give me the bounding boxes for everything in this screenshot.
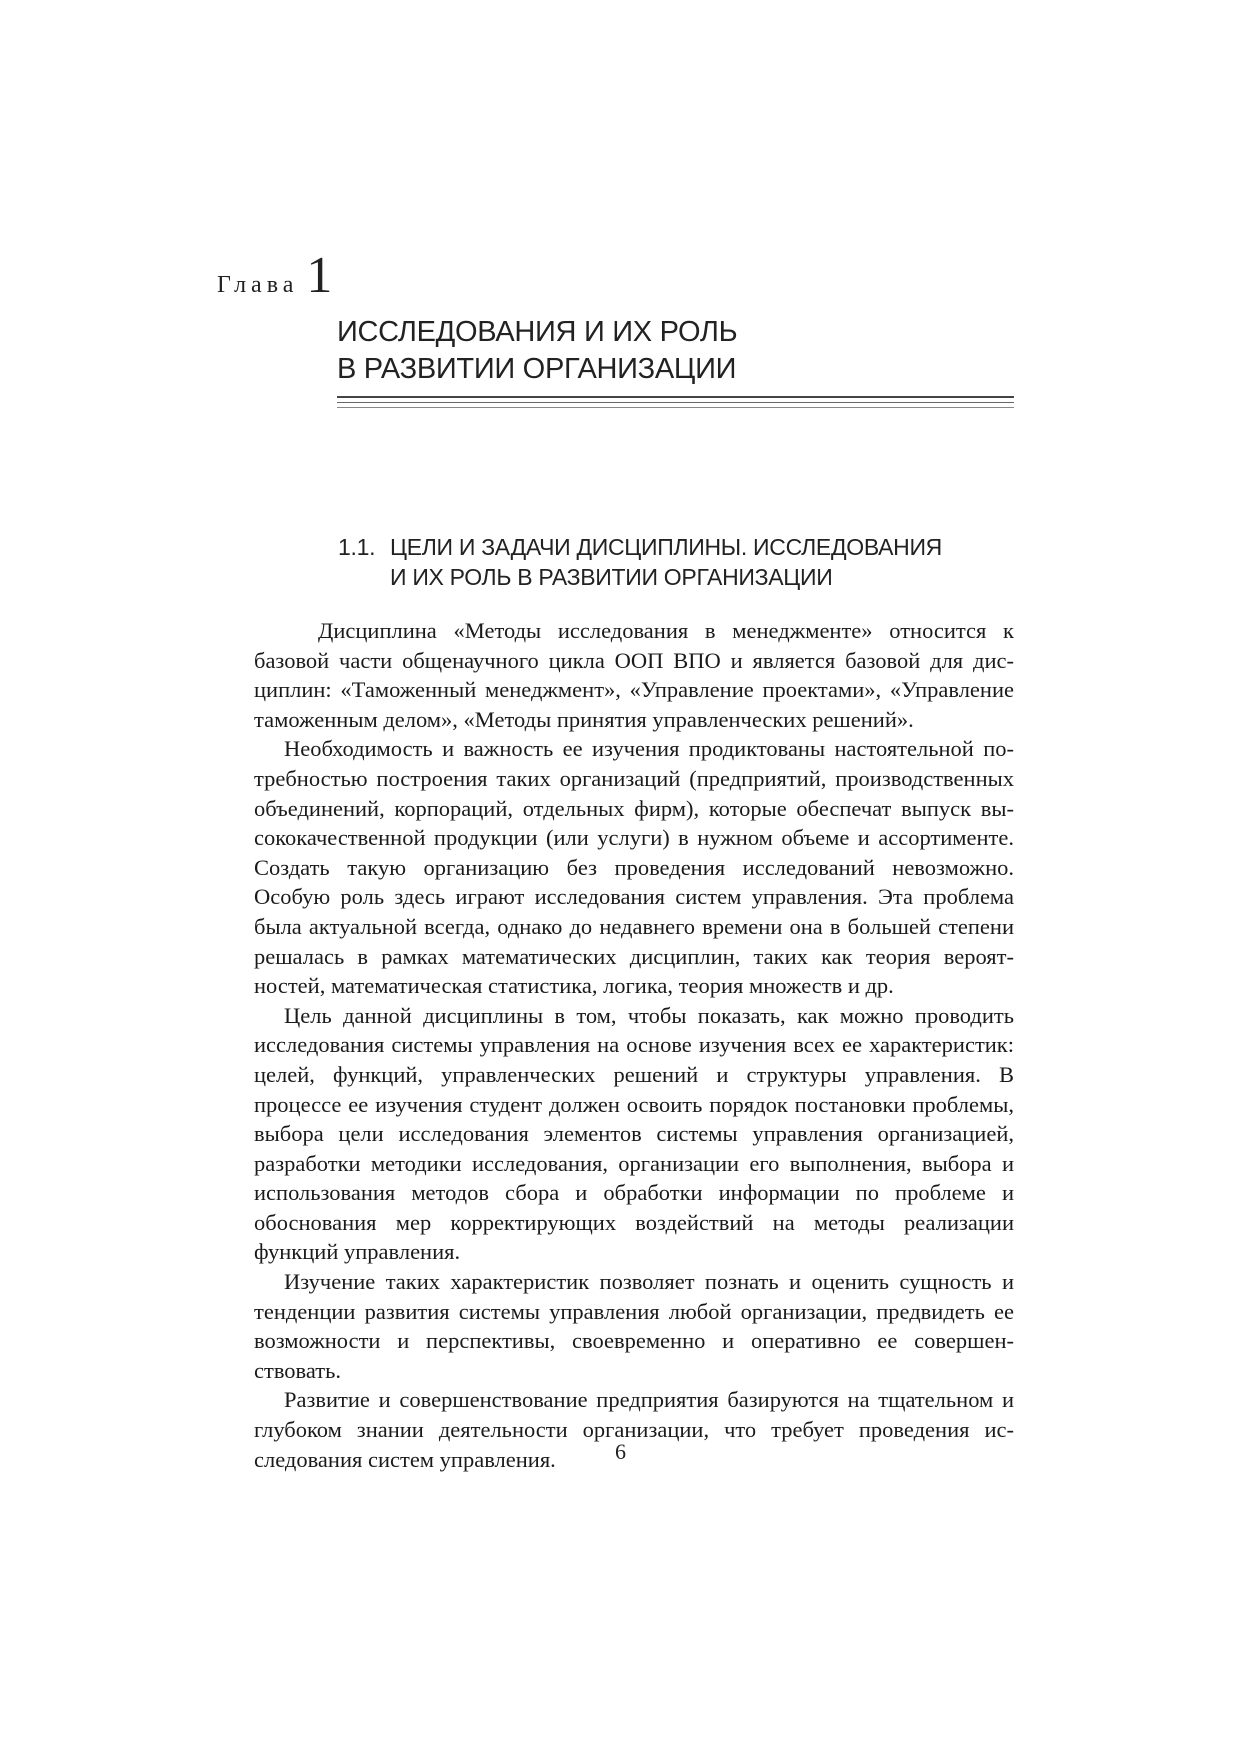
paragraph: Необходимость и важность ее изучения продиктованы настоятельной потребностью построения таких организаций (предприятий, производственных объединений, корпораций, отдельных фирм), которые обеспечат выпуск высококачественной продукции (или услуги) в нужном объеме и ассортименте. Создать такую организацию без проведения исследований невозможно. Особую роль здесь играют исследования систем управления. Эта проблема была актуальной всегда, однако до недавнего времени она в большей степени решалась в рамках математических дисциплин, таких как теория вероятностей, математическая статистика, логика, теория множеств и др. xyxy=(254,736,1014,999)
section-title-line: И ИХ РОЛЬ В РАЗВИТИИ ОРГАНИЗАЦИИ xyxy=(390,564,833,590)
paragraph: Развитие и совершенствование предприятия базируются на тщательном и глубоком знании деятельности организации, что требует проведения исследования систем управления. xyxy=(254,1387,1014,1472)
chapter-number: 1 xyxy=(306,247,333,304)
chapter-label xyxy=(217,247,333,304)
chapter-divider-rule xyxy=(337,402,1014,403)
chapter-title xyxy=(337,314,737,388)
chapter-title-line: ИССЛЕДОВАНИЯ И ИХ РОЛЬ xyxy=(337,316,738,348)
page-number: 6 xyxy=(615,1439,626,1464)
section-heading-line xyxy=(338,532,942,562)
body-text xyxy=(254,616,1014,1474)
section-number: 1.1. xyxy=(338,534,376,560)
paragraph: Цель данной дисциплины в том, чтобы показать, как можно проводить исследования системы управления на основе изучения всех ее характеристик: целей, функций, управленческих решений и структуры управления. В процессе ее изучения студент должен освоить порядок постановки проблемы, выбора цели исследования элементов системы управления организацией, разработки методики исследования, организации его выполнения, выбора и использования методов сбора и обработки информации по проблеме и обоснования мер корректирующих воздействий на методы реализации функций управления. xyxy=(254,1002,1014,1265)
chapter-word: Глава xyxy=(217,272,299,298)
chapter-divider-rule xyxy=(337,407,1014,408)
chapter-title-line: В РАЗВИТИИ ОРГАНИЗАЦИИ xyxy=(337,353,737,385)
section-title-line: ЦЕЛИ И ЗАДАЧИ ДИСЦИПЛИНЫ. ИССЛЕДОВАНИЯ xyxy=(390,534,942,560)
paragraph: Изучение таких характеристик позволяет познать и оценить сущность и тенденции развития системы управления любой организации, предвидеть ее возможности и перспективы, своевременно и оперативно ее совершенствовать. xyxy=(254,1269,1014,1383)
paragraph: Дисциплина «Методы исследования в менеджменте» относится к базовой части общенаучного цикла ООП ВПО и является базовой для дисциплин: «Таможенный менеджмент», «Управление проектами», «Управление таможенным делом», «Методы принятия управленческих решений». xyxy=(254,618,1014,732)
chapter-divider-rule xyxy=(337,396,1014,398)
section-heading xyxy=(338,532,942,592)
